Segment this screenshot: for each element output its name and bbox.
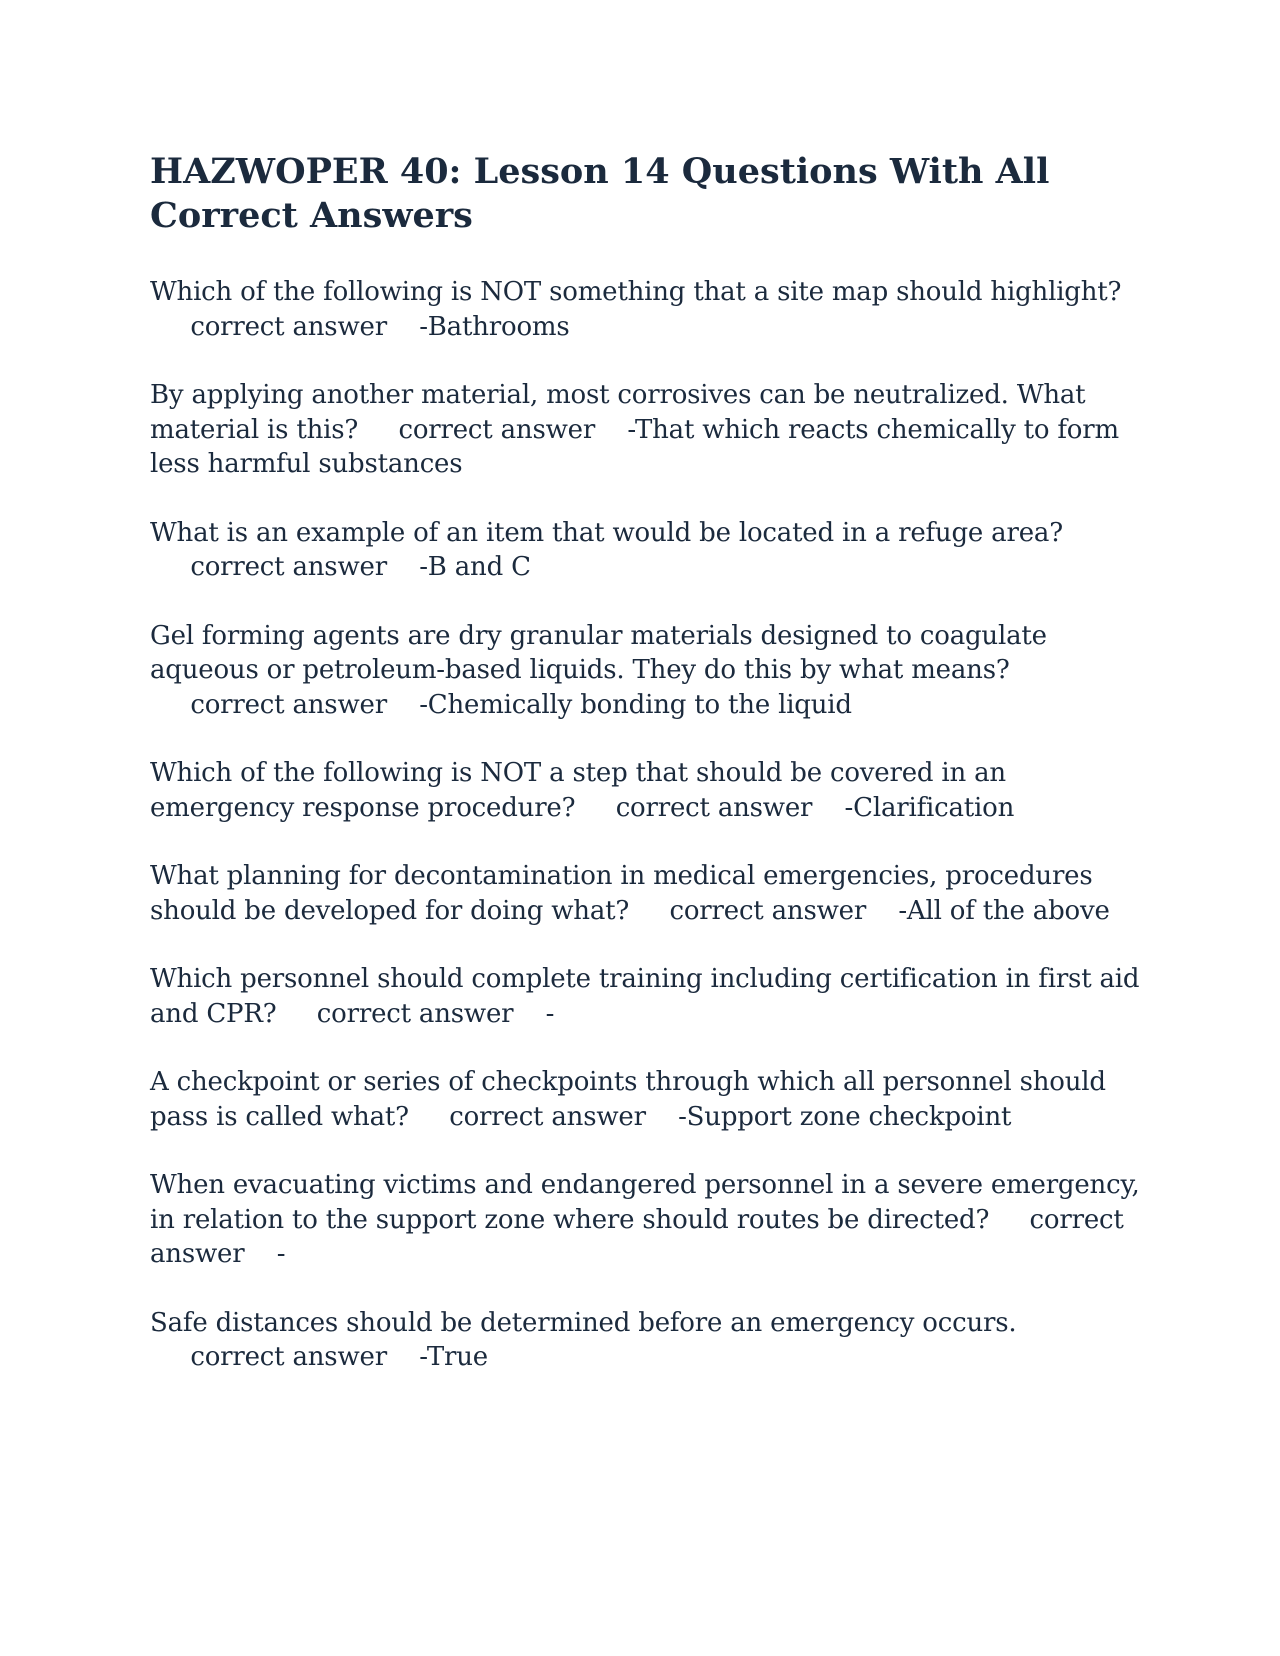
qa-item xyxy=(150,962,1140,1031)
question-text: What planning for decontamination in medical emergencies, procedures should be developed for doing what? xyxy=(150,861,1093,926)
qa-item xyxy=(150,1065,1140,1134)
answer-text: -Bathrooms xyxy=(419,311,570,342)
question-text: Which personnel should complete training including certification in first aid and CPR? xyxy=(150,964,1140,1029)
answer-text: - xyxy=(545,998,555,1029)
qa-item xyxy=(150,275,1140,344)
question-text: When evacuating victims and endangered personnel in a severe emergency, in relation to the support zone where should routes be directed? xyxy=(150,1170,1140,1235)
answer-text: - xyxy=(276,1239,286,1269)
qa-item xyxy=(150,516,1140,585)
answer-text: -Support zone checkpoint xyxy=(678,1101,1012,1132)
answer-text: -Chemically bonding to the liquid xyxy=(419,689,852,720)
answer-label: correct answer xyxy=(190,552,387,582)
qa-item xyxy=(150,859,1140,928)
question-text: A checkpoint or series of checkpoints through which all personnel should pass is called what? xyxy=(150,1067,1106,1132)
answer-label: correct answer xyxy=(449,1101,646,1132)
answer-label: correct answer xyxy=(669,895,867,926)
answer-label: correct answer xyxy=(190,311,387,342)
qa-item xyxy=(150,756,1140,825)
question-text: By applying another material, most corrosives can be neutralized. What material is this? xyxy=(150,380,1086,445)
answer-label: correct answer xyxy=(190,1342,387,1372)
answer-label: correct answer xyxy=(615,792,813,823)
answer-text: -All of the above xyxy=(898,895,1110,926)
qa-item xyxy=(150,619,1140,723)
question-list xyxy=(150,275,1140,1375)
document-title: HAZWOPER 40: Lesson 14 Questions With All Correct Answers xyxy=(150,151,1050,236)
answer-text: -That which reacts chemically to form less harmful substances xyxy=(150,414,1119,479)
question-text: Which of the following is NOT a step that should be covered in an emergency response procedure? xyxy=(150,758,1006,823)
question-text: Gel forming agents are dry granular materials designed to coagulate aqueous or petroleum-based liquids. They do this by what means? xyxy=(150,620,1047,685)
qa-item xyxy=(150,1168,1140,1272)
document-page xyxy=(150,150,1140,1409)
question-text: Which of the following is NOT something that a site map should highlight? xyxy=(150,277,1122,307)
qa-item xyxy=(150,1306,1140,1375)
answer-label: correct answer xyxy=(150,1204,1124,1269)
answer-label: correct answer xyxy=(398,414,596,445)
qa-item xyxy=(150,378,1140,482)
answer-text: -True xyxy=(419,1342,488,1372)
answer-label: correct answer xyxy=(316,998,514,1029)
answer-text: -Clarification xyxy=(844,792,1015,823)
answer-label: correct answer xyxy=(190,689,387,720)
question-text: Safe distances should be determined before an emergency occurs. xyxy=(150,1307,1017,1338)
answer-text: -B and C xyxy=(419,552,531,582)
question-text: What is an example of an item that would be located in a refuge area? xyxy=(150,517,1063,548)
